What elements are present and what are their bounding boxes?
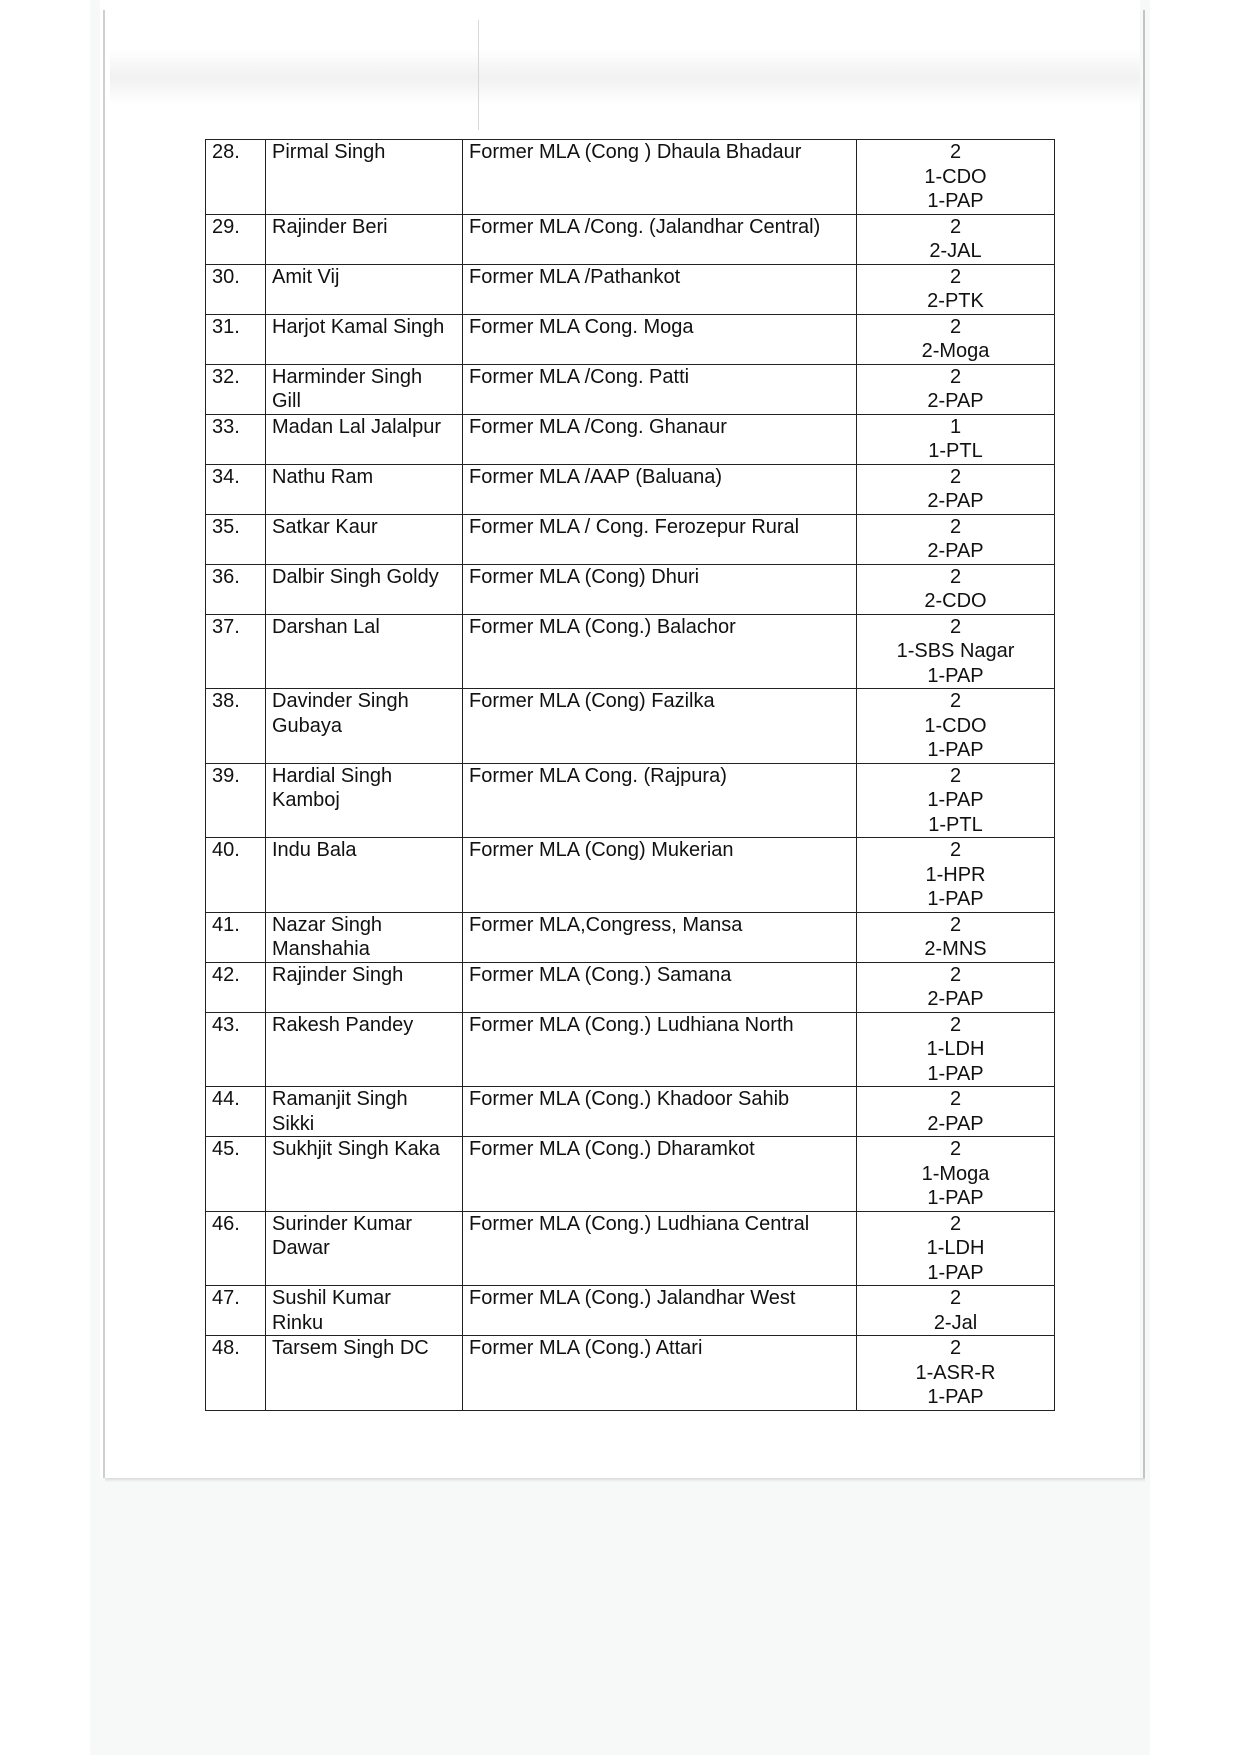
designation: Former MLA Cong. (Rajpura): [463, 763, 857, 838]
serial-number: 43.: [206, 1012, 266, 1087]
serial-number: 45.: [206, 1137, 266, 1212]
designation: Former MLA (Cong) Fazilka: [463, 689, 857, 764]
serial-number: 29.: [206, 214, 266, 264]
serial-number: 44.: [206, 1087, 266, 1137]
security-allocation: 2 1-LDH 1-PAP: [857, 1012, 1055, 1087]
roster-body: [206, 140, 1055, 1411]
table-row: [206, 763, 1055, 838]
security-allocation: 2 1-ASR-R 1-PAP: [857, 1336, 1055, 1411]
page-edge-left: [103, 10, 105, 1478]
person-name: Sushil Kumar Rinku: [266, 1286, 463, 1336]
serial-number: 42.: [206, 962, 266, 1012]
serial-number: 38.: [206, 689, 266, 764]
table-row: [206, 1087, 1055, 1137]
person-name: Ramanjit Singh Sikki: [266, 1087, 463, 1137]
security-allocation: 2 2-CDO: [857, 564, 1055, 614]
table-row: [206, 689, 1055, 764]
person-name: Sukhjit Singh Kaka: [266, 1137, 463, 1212]
serial-number: 36.: [206, 564, 266, 614]
table-row: [206, 912, 1055, 962]
designation: Former MLA /Cong. (Jalandhar Central): [463, 214, 857, 264]
security-allocation: 2 1-CDO 1-PAP: [857, 689, 1055, 764]
page-bottom-edge: [105, 1478, 1145, 1482]
serial-number: 39.: [206, 763, 266, 838]
serial-number: 33.: [206, 414, 266, 464]
security-roster-table: [205, 139, 1055, 1411]
person-name: Davinder Singh Gubaya: [266, 689, 463, 764]
person-name: Rakesh Pandey: [266, 1012, 463, 1087]
person-name: Nathu Ram: [266, 464, 463, 514]
designation: Former MLA (Cong.) Balachor: [463, 614, 857, 689]
designation: Former MLA (Cong.) Dharamkot: [463, 1137, 857, 1212]
security-allocation: 2 2-PAP: [857, 464, 1055, 514]
serial-number: 35.: [206, 514, 266, 564]
security-allocation: 2 2-PAP: [857, 1087, 1055, 1137]
person-name: Hardial Singh Kamboj: [266, 763, 463, 838]
security-allocation: 2 2-MNS: [857, 912, 1055, 962]
designation: Former MLA,Congress, Mansa: [463, 912, 857, 962]
security-allocation: 2 1-Moga 1-PAP: [857, 1137, 1055, 1212]
table-row: [206, 414, 1055, 464]
table-row: [206, 364, 1055, 414]
security-allocation: 2 2-Moga: [857, 314, 1055, 364]
table-row: [206, 564, 1055, 614]
table-row: [206, 1137, 1055, 1212]
table-row: [206, 314, 1055, 364]
designation: Former MLA Cong. Moga: [463, 314, 857, 364]
serial-number: 47.: [206, 1286, 266, 1336]
security-allocation: 2 2-PAP: [857, 364, 1055, 414]
scan-smudge: [110, 50, 1140, 105]
serial-number: 31.: [206, 314, 266, 364]
serial-number: 32.: [206, 364, 266, 414]
designation: Former MLA /AAP (Baluana): [463, 464, 857, 514]
designation: Former MLA (Cong) Mukerian: [463, 838, 857, 913]
table-row: [206, 962, 1055, 1012]
designation: Former MLA (Cong.) Attari: [463, 1336, 857, 1411]
designation: Former MLA (Cong.) Samana: [463, 962, 857, 1012]
person-name: Darshan Lal: [266, 614, 463, 689]
security-allocation: 2 2-PAP: [857, 962, 1055, 1012]
table-row: [206, 838, 1055, 913]
security-allocation: 2 2-Jal: [857, 1286, 1055, 1336]
security-allocation: 2 2-PTK: [857, 264, 1055, 314]
designation: Former MLA /Cong. Ghanaur: [463, 414, 857, 464]
serial-number: 34.: [206, 464, 266, 514]
security-allocation: 2 2-JAL: [857, 214, 1055, 264]
table-row: [206, 464, 1055, 514]
security-allocation: 2 2-PAP: [857, 514, 1055, 564]
serial-number: 28.: [206, 140, 266, 215]
person-name: Rajinder Beri: [266, 214, 463, 264]
person-name: Satkar Kaur: [266, 514, 463, 564]
person-name: Nazar Singh Manshahia: [266, 912, 463, 962]
table-row: [206, 140, 1055, 215]
person-name: Harminder Singh Gill: [266, 364, 463, 414]
person-name: Amit Vij: [266, 264, 463, 314]
person-name: Tarsem Singh DC: [266, 1336, 463, 1411]
designation: Former MLA /Cong. Patti: [463, 364, 857, 414]
security-allocation: 1 1-PTL: [857, 414, 1055, 464]
serial-number: 37.: [206, 614, 266, 689]
security-allocation: 2 1-CDO 1-PAP: [857, 140, 1055, 215]
person-name: Rajinder Singh: [266, 962, 463, 1012]
serial-number: 40.: [206, 838, 266, 913]
table-row: [206, 1286, 1055, 1336]
fold-line: [478, 20, 479, 130]
serial-number: 48.: [206, 1336, 266, 1411]
designation: Former MLA (Cong.) Jalandhar West: [463, 1286, 857, 1336]
table-row: [206, 1012, 1055, 1087]
security-allocation: 2 1-SBS Nagar 1-PAP: [857, 614, 1055, 689]
security-allocation: 2 1-PAP 1-PTL: [857, 763, 1055, 838]
designation: Former MLA (Cong.) Ludhiana Central: [463, 1211, 857, 1286]
designation: Former MLA (Cong.) Ludhiana North: [463, 1012, 857, 1087]
serial-number: 41.: [206, 912, 266, 962]
security-allocation: 2 1-HPR 1-PAP: [857, 838, 1055, 913]
person-name: Indu Bala: [266, 838, 463, 913]
table-row: [206, 264, 1055, 314]
table-row: [206, 1336, 1055, 1411]
person-name: Surinder Kumar Dawar: [266, 1211, 463, 1286]
designation: Former MLA / Cong. Ferozepur Rural: [463, 514, 857, 564]
person-name: Dalbir Singh Goldy: [266, 564, 463, 614]
table-row: [206, 214, 1055, 264]
designation: Former MLA (Cong ) Dhaula Bhadaur: [463, 140, 857, 215]
page-edge-right: [1143, 10, 1145, 1478]
designation: Former MLA /Pathankot: [463, 264, 857, 314]
person-name: Pirmal Singh: [266, 140, 463, 215]
person-name: Harjot Kamal Singh: [266, 314, 463, 364]
designation: Former MLA (Cong) Dhuri: [463, 564, 857, 614]
table-row: [206, 1211, 1055, 1286]
person-name: Madan Lal Jalalpur: [266, 414, 463, 464]
security-allocation: 2 1-LDH 1-PAP: [857, 1211, 1055, 1286]
table-row: [206, 514, 1055, 564]
table-row: [206, 614, 1055, 689]
designation: Former MLA (Cong.) Khadoor Sahib: [463, 1087, 857, 1137]
serial-number: 30.: [206, 264, 266, 314]
serial-number: 46.: [206, 1211, 266, 1286]
